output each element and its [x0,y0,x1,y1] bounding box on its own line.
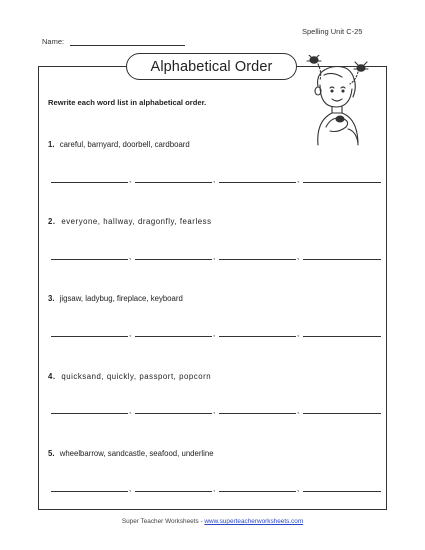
answer-blank[interactable] [219,405,296,414]
answer-blank[interactable] [135,251,212,260]
item-number: 5. [48,449,55,458]
answer-blank[interactable] [51,483,128,492]
answer-blank[interactable] [219,174,296,183]
word-list-item [48,217,212,226]
answer-row [51,405,381,415]
answer-blank[interactable] [219,483,296,492]
footer-separator: - [200,518,203,525]
answer-comma: , [297,329,300,338]
answer-blank[interactable] [51,328,128,337]
answer-blank[interactable] [303,483,381,492]
answer-blank[interactable] [303,405,381,414]
answer-blank[interactable] [51,251,128,260]
item-words: wheelbarrow, sandcastle, seafood, underline [59,449,214,458]
answer-blank[interactable] [135,483,212,492]
name-row [42,37,185,46]
item-words: quicksand, quickly, passport, popcorn [61,372,212,381]
answer-comma: , [297,406,300,415]
word-list-item [48,140,190,149]
answer-comma: , [129,406,132,415]
word-list-item [48,294,183,303]
answer-blank[interactable] [135,328,212,337]
item-number: 4. [48,372,56,381]
item-words: jigsaw, ladybug, fireplace, keyboard [59,294,183,303]
answer-comma: , [213,329,216,338]
answer-blank[interactable] [51,405,128,414]
answer-row [51,174,381,184]
answer-blank[interactable] [219,251,296,260]
answer-blank[interactable] [135,405,212,414]
ladybug-icon [307,55,321,63]
answer-blank[interactable] [303,328,381,337]
answer-comma: , [213,252,216,261]
answer-comma: , [213,484,216,493]
ladybug-icon [354,62,368,71]
answer-comma: , [129,484,132,493]
answer-blank[interactable] [219,328,296,337]
answer-comma: , [297,252,300,261]
instructions: Rewrite each word list in alphabetical order. [48,98,207,107]
footer [0,518,425,525]
answer-row [51,251,381,261]
name-field[interactable] [70,37,185,46]
answer-blank[interactable] [303,174,381,183]
spelling-unit-label: Spelling Unit C-25 [302,27,363,36]
worksheet-title-text: Alphabetical Order [150,58,273,75]
answer-comma: , [129,175,132,184]
item-words: careful, barnyard, doorbell, cardboard [59,140,190,149]
item-number: 1. [48,140,55,149]
answer-blank[interactable] [303,251,381,260]
word-list-item [48,449,214,458]
answer-row [51,328,381,338]
answer-blank[interactable] [135,174,212,183]
girl-with-ladybugs-icon [296,55,386,147]
name-label: Name: [42,37,65,46]
answer-comma: , [297,175,300,184]
answer-comma: , [129,252,132,261]
footer-url-link[interactable]: www.superteacherworksheets.com [204,518,304,525]
word-list-item [48,372,211,381]
item-words: everyone, hallway, dragonfly, fearless [61,217,212,226]
item-number: 3. [48,294,55,303]
worksheet-title [126,53,297,80]
answer-comma: , [129,329,132,338]
answer-blank[interactable] [51,174,128,183]
answer-comma: , [213,175,216,184]
answer-comma: , [297,484,300,493]
answer-row [51,483,381,493]
answer-comma: , [213,406,216,415]
item-number: 2. [48,217,56,226]
footer-brand: Super Teacher Worksheets [121,518,199,525]
